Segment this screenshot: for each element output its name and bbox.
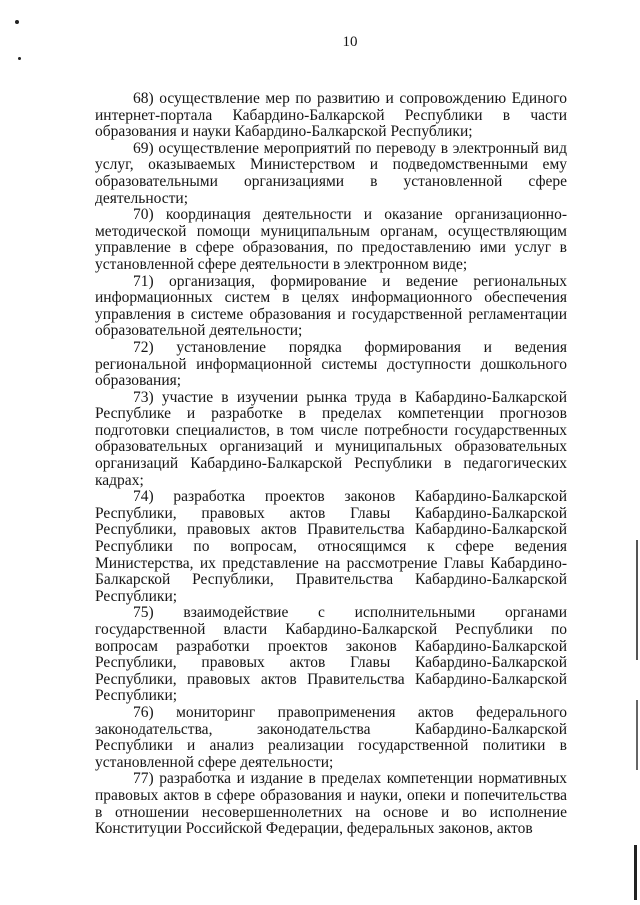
scan-speck: [18, 57, 21, 60]
scan-edge-line: [636, 540, 638, 660]
list-item-73: 73) участие в изучении рынка труда в Кабардино-Балкарской Республике и разработке в пределах компетенции прогнозов подготовки специалистов, в том числе потребности государственных образовательных организаций и муниципальных образовательных организаций Кабардино-Балкарской Республики в педагогических кадрах;: [95, 388, 567, 489]
document-body: [95, 91, 567, 838]
list-item-75: 75) взаимодействие с исполнительными органами государственной власти Кабардино-Балкарской Республики по вопросам разработки проектов законов Кабардино-Балкарской Республики, правовых актов Главы Кабардино-Балкарской Республики, правовых актов Правительства Кабардино-Балкарской Республики;: [95, 604, 567, 705]
scan-speck: [15, 20, 19, 24]
list-item-72: 72) установление порядка формирования и ведения региональной информационной системы доступности дошкольного образования;: [95, 338, 567, 390]
list-item-70: 70) координация деятельности и оказание организационно-методической помощи муниципальным органам, осуществляющим управление в сфере образования, по предоставлению ими услуг в установленной сфере деятельности в электронном виде;: [95, 206, 567, 273]
page-number: 10: [342, 34, 358, 50]
scan-edge-line: [634, 845, 637, 900]
list-item-74: 74) разработка проектов законов Кабардино-Балкарской Республики, правовых актов Главы Кабардино-Балкарской Республики, правовых актов Правительства Кабардино-Балкарской Республики по вопросам, относящимся к сфере ведения Министерства, их представление на рассмотрение Главы Кабардино-Балкарской Республики, Правительства Кабардино-Балкарской Республики;: [95, 488, 567, 605]
list-item-71: 71) организация, формирование и ведение региональных информационных систем в целях информационного обеспечения управления в системе образования и государственной регламентации образовательной деятельности;: [95, 272, 567, 340]
list-item-76: 76) мониторинг правоприменения актов федерального законодательства, законодательства Кабардино-Балкарской Республики и анализ реализации государственной политики в установленной сфере деятельности;: [95, 703, 567, 771]
list-item-77: 77) разработка и издание в пределах компетенции нормативных правовых актов в сфере образования и науки, опеки и попечительства в отношении несовершеннолетних на основе и во исполнение Конституции Российской Федерации, федеральных законов, актов: [95, 770, 567, 838]
list-item-69: 69) осуществление мероприятий по переводу в электронный вид услуг, оказываемых Министерством и подведомственными ему образовательными организациями в установленной сфере деятельности;: [95, 139, 567, 207]
list-item-68: 68) осуществление мер по развитию и сопровождению Единого интернет-портала Кабардино-Балкарской Республики в части образования и науки Кабардино-Балкарской Республики;: [95, 90, 567, 141]
scan-edge-line: [636, 700, 638, 770]
